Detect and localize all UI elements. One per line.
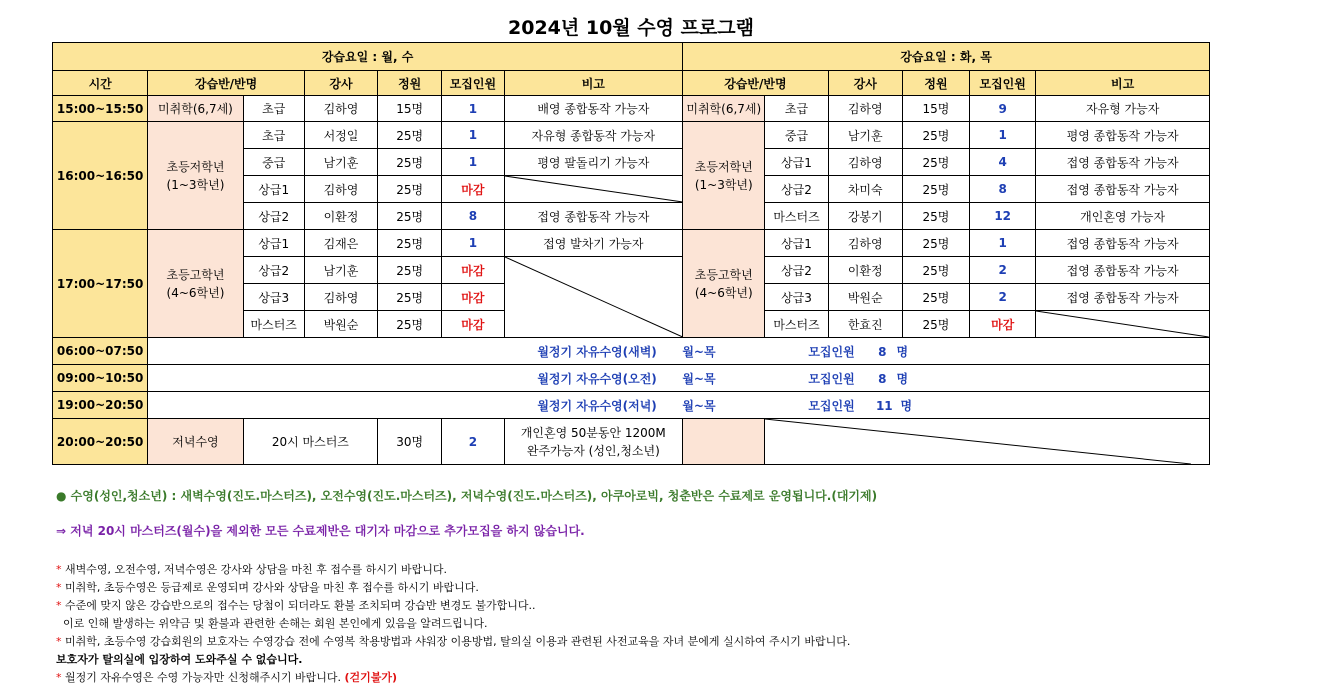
note-cell: 접영 종합동작 가능자 bbox=[504, 203, 683, 230]
recruit-cell: 마감 bbox=[442, 257, 504, 284]
note-cell: 자유형 가능자 bbox=[1036, 96, 1210, 122]
recruit-cell: 1 bbox=[970, 230, 1036, 257]
note-cell-empty bbox=[504, 257, 683, 338]
note-cell: 접영 종합동작 가능자 bbox=[1036, 176, 1210, 203]
time-cell: 06:00~07:50 bbox=[53, 338, 148, 365]
teacher-cell: 김하영 bbox=[828, 96, 902, 122]
recruit-cell: 마감 bbox=[970, 311, 1036, 338]
header-note: 비고 bbox=[1036, 71, 1210, 96]
level-cell: 마스터즈 bbox=[765, 203, 828, 230]
capacity-cell: 25명 bbox=[902, 122, 969, 149]
header-teacher: 강사 bbox=[304, 71, 377, 96]
capacity-cell: 30명 bbox=[378, 419, 442, 465]
teacher-cell: 김하영 bbox=[304, 284, 377, 311]
left-days-header: 강습요일 : 월, 수 bbox=[53, 43, 683, 71]
level-cell: 상급1 bbox=[765, 149, 828, 176]
recruit-cell: 8 bbox=[442, 203, 504, 230]
note-cell: 접영 종합동작 가능자 bbox=[1036, 230, 1210, 257]
teacher-cell: 차미숙 bbox=[828, 176, 902, 203]
note-cell: 자유형 종합동작 가능자 bbox=[504, 122, 683, 149]
recruit-cell: 2 bbox=[442, 419, 504, 465]
note-line-bold: 보호자가 탈의실에 입장하여 도와주실 수 없습니다. bbox=[56, 653, 303, 666]
note-cell: 접영 발차기 가능자 bbox=[504, 230, 683, 257]
recruit-cell: 1 bbox=[442, 96, 504, 122]
diagonal-line bbox=[765, 419, 1209, 464]
note-cell: 접영 종합동작 가능자 bbox=[1036, 284, 1210, 311]
level-cell: 초급 bbox=[243, 122, 304, 149]
recruit-cell: 2 bbox=[970, 257, 1036, 284]
recruit-cell: 2 bbox=[970, 284, 1036, 311]
free-swim-row bbox=[53, 338, 1210, 365]
diagonal-line bbox=[505, 257, 683, 337]
recruit-cell: 12 bbox=[970, 203, 1036, 230]
recruit-cell: 마감 bbox=[442, 176, 504, 203]
teacher-cell: 김하영 bbox=[828, 230, 902, 257]
recruit-cell: 1 bbox=[442, 122, 504, 149]
time-cell: 16:00~16:50 bbox=[53, 122, 148, 230]
capacity-cell: 25명 bbox=[378, 311, 442, 338]
note-line: * 미취학, 초등수영 강습회원의 보호자는 수영강습 전에 수영복 착용방법과 샤워장 이용방법, 탈의실 이용과 관련된 사전교육을 자녀 분에게 실시하여 주시기 바랍니다. bbox=[56, 635, 851, 648]
teacher-cell: 남기훈 bbox=[304, 257, 377, 284]
note-line: 이로 인해 발생하는 위약금 및 환불과 관련한 손해는 회원 본인에게 있음을 알려드립니다. bbox=[63, 617, 488, 630]
capacity-cell: 25명 bbox=[902, 203, 969, 230]
teacher-cell: 박원순 bbox=[304, 311, 377, 338]
level-cell: 중급 bbox=[243, 149, 304, 176]
level-cell: 상급2 bbox=[765, 257, 828, 284]
note-cell: 평영 종합동작 가능자 bbox=[1036, 122, 1210, 149]
note-cell: 배영 종합동작 가능자 bbox=[504, 96, 683, 122]
teacher-cell: 남기훈 bbox=[304, 149, 377, 176]
capacity-cell: 15명 bbox=[378, 96, 442, 122]
note-line: * 월정기 자유수영은 수영 가능자만 신청해주시기 바랍니다. (걷기불가) bbox=[56, 671, 398, 684]
capacity-cell: 25명 bbox=[902, 176, 969, 203]
teacher-cell: 박원순 bbox=[828, 284, 902, 311]
note-line: * 수준에 맞지 않은 강습반으로의 접수는 당첨이 되더라도 환불 조치되며 강습반 변경도 불가합니다.. bbox=[56, 599, 536, 612]
free-swim-cell: 월정기 자유수영(저녁) 월~목 모집인원 11 명 bbox=[148, 392, 1210, 419]
group-cell: 저녁수영 bbox=[148, 419, 243, 465]
group-cell: 초등저학년 (1~3학년) bbox=[148, 122, 243, 230]
level-cell: 상급3 bbox=[243, 284, 304, 311]
capacity-cell: 25명 bbox=[902, 257, 969, 284]
level-cell: 마스터즈 bbox=[765, 311, 828, 338]
capacity-cell: 15명 bbox=[902, 96, 969, 122]
time-cell: 15:00~15:50 bbox=[53, 96, 148, 122]
note-cell: 접영 종합동작 가능자 bbox=[1036, 149, 1210, 176]
level-cell: 상급2 bbox=[765, 176, 828, 203]
header-capacity: 정원 bbox=[378, 71, 442, 96]
table-row bbox=[53, 419, 1210, 465]
capacity-cell: 25명 bbox=[378, 149, 442, 176]
free-swim-row bbox=[53, 392, 1210, 419]
capacity-cell: 25명 bbox=[378, 284, 442, 311]
free-swim-row bbox=[53, 365, 1210, 392]
notice-purple: ⇒ 저녁 20시 마스터즈(월수)을 제외한 모든 수료제반은 대기자 마감으로 추가모집을 하지 않습니다. bbox=[56, 524, 585, 538]
class-cell: 20시 마스터즈 bbox=[243, 419, 377, 465]
level-cell: 상급2 bbox=[243, 257, 304, 284]
teacher-cell: 이환정 bbox=[828, 257, 902, 284]
capacity-cell: 25명 bbox=[378, 176, 442, 203]
header-recruit: 모집인원 bbox=[970, 71, 1036, 96]
free-swim-cell: 월정기 자유수영(새벽) 월~목 모집인원 8 명 bbox=[148, 338, 1210, 365]
note-cell: 평영 팔돌리기 가능자 bbox=[504, 149, 683, 176]
note-line: * 새벽수영, 오전수영, 저녁수영은 강사와 상담을 마친 후 접수를 하시기 바랍니다. bbox=[56, 563, 447, 576]
free-swim-cell: 월정기 자유수영(오전) 월~목 모집인원 8 명 bbox=[148, 365, 1210, 392]
capacity-cell: 25명 bbox=[902, 284, 969, 311]
note-cell: 접영 종합동작 가능자 bbox=[1036, 257, 1210, 284]
note-cell: 개인혼영 50분동안 1200M 완주가능자 (성인,청소년) bbox=[504, 419, 683, 465]
level-cell: 상급3 bbox=[765, 284, 828, 311]
recruit-cell: 1 bbox=[442, 230, 504, 257]
notice-green: ● 수영(성인,청소년) : 새벽수영(진도.마스터즈), 오전수영(진도.마스터즈), 저녁수영(진도.마스터즈), 아쿠아로빅, 청춘반은 수료제로 운영됩니다.(대기제) bbox=[56, 489, 878, 503]
note-cell: 개인혼영 가능자 bbox=[1036, 203, 1210, 230]
level-cell: 초급 bbox=[243, 96, 304, 122]
header-teacher: 강사 bbox=[828, 71, 902, 96]
header-note: 비고 bbox=[504, 71, 683, 96]
recruit-cell: 1 bbox=[442, 149, 504, 176]
capacity-cell: 25명 bbox=[902, 230, 969, 257]
header-time: 시간 bbox=[53, 71, 148, 96]
right-days-header: 강습요일 : 화, 목 bbox=[683, 43, 1210, 71]
time-cell: 20:00~20:50 bbox=[53, 419, 148, 465]
schedule-table bbox=[52, 42, 1210, 465]
teacher-cell: 김재은 bbox=[304, 230, 377, 257]
time-cell: 09:00~10:50 bbox=[53, 365, 148, 392]
level-cell: 마스터즈 bbox=[243, 311, 304, 338]
note-cell-empty bbox=[765, 419, 1210, 465]
recruit-cell: 9 bbox=[970, 96, 1036, 122]
recruit-cell: 마감 bbox=[442, 311, 504, 338]
note-cell-empty bbox=[504, 176, 683, 203]
header-class: 강습반/반명 bbox=[683, 71, 828, 96]
teacher-cell: 남기훈 bbox=[828, 122, 902, 149]
note-line: * 미취학, 초등수영은 등급제로 운영되며 강사와 상담을 마친 후 접수를 하시기 바랍니다. bbox=[56, 581, 479, 594]
empty-pink-cell bbox=[683, 419, 765, 465]
recruit-cell: 1 bbox=[970, 122, 1036, 149]
group-cell: 초등고학년 (4~6학년) bbox=[148, 230, 243, 338]
group-cell: 미취학(6,7세) bbox=[148, 96, 243, 122]
group-cell: 미취학(6,7세) bbox=[683, 96, 765, 122]
diagonal-line bbox=[1036, 311, 1209, 337]
table-row bbox=[53, 122, 1210, 149]
teacher-cell: 이환정 bbox=[304, 203, 377, 230]
teacher-cell: 강봉기 bbox=[828, 203, 902, 230]
time-cell: 17:00~17:50 bbox=[53, 230, 148, 338]
group-cell: 초등고학년 (4~6학년) bbox=[683, 230, 765, 338]
level-cell: 초급 bbox=[765, 96, 828, 122]
header-capacity: 정원 bbox=[902, 71, 969, 96]
page-title: 2024년 10월 수영 프로그램 bbox=[508, 17, 754, 39]
capacity-cell: 25명 bbox=[378, 230, 442, 257]
header-class: 강습반/반명 bbox=[148, 71, 305, 96]
table-row bbox=[53, 230, 1210, 257]
note-cell-empty bbox=[1036, 311, 1210, 338]
header-recruit: 모집인원 bbox=[442, 71, 504, 96]
recruit-cell: 8 bbox=[970, 176, 1036, 203]
level-cell: 상급1 bbox=[243, 176, 304, 203]
teacher-cell: 서정일 bbox=[304, 122, 377, 149]
table-row bbox=[53, 96, 1210, 122]
diagonal-line bbox=[505, 176, 683, 202]
time-cell: 19:00~20:50 bbox=[53, 392, 148, 419]
teacher-cell: 김하영 bbox=[304, 176, 377, 203]
recruit-cell: 마감 bbox=[442, 284, 504, 311]
teacher-cell: 한효진 bbox=[828, 311, 902, 338]
level-cell: 상급2 bbox=[243, 203, 304, 230]
teacher-cell: 김하영 bbox=[304, 96, 377, 122]
group-cell: 초등저학년 (1~3학년) bbox=[683, 122, 765, 230]
level-cell: 상급1 bbox=[765, 230, 828, 257]
capacity-cell: 25명 bbox=[378, 122, 442, 149]
recruit-cell: 4 bbox=[970, 149, 1036, 176]
level-cell: 중급 bbox=[765, 122, 828, 149]
capacity-cell: 25명 bbox=[378, 203, 442, 230]
capacity-cell: 25명 bbox=[902, 311, 969, 338]
level-cell: 상급1 bbox=[243, 230, 304, 257]
teacher-cell: 김하영 bbox=[828, 149, 902, 176]
capacity-cell: 25명 bbox=[902, 149, 969, 176]
capacity-cell: 25명 bbox=[378, 257, 442, 284]
